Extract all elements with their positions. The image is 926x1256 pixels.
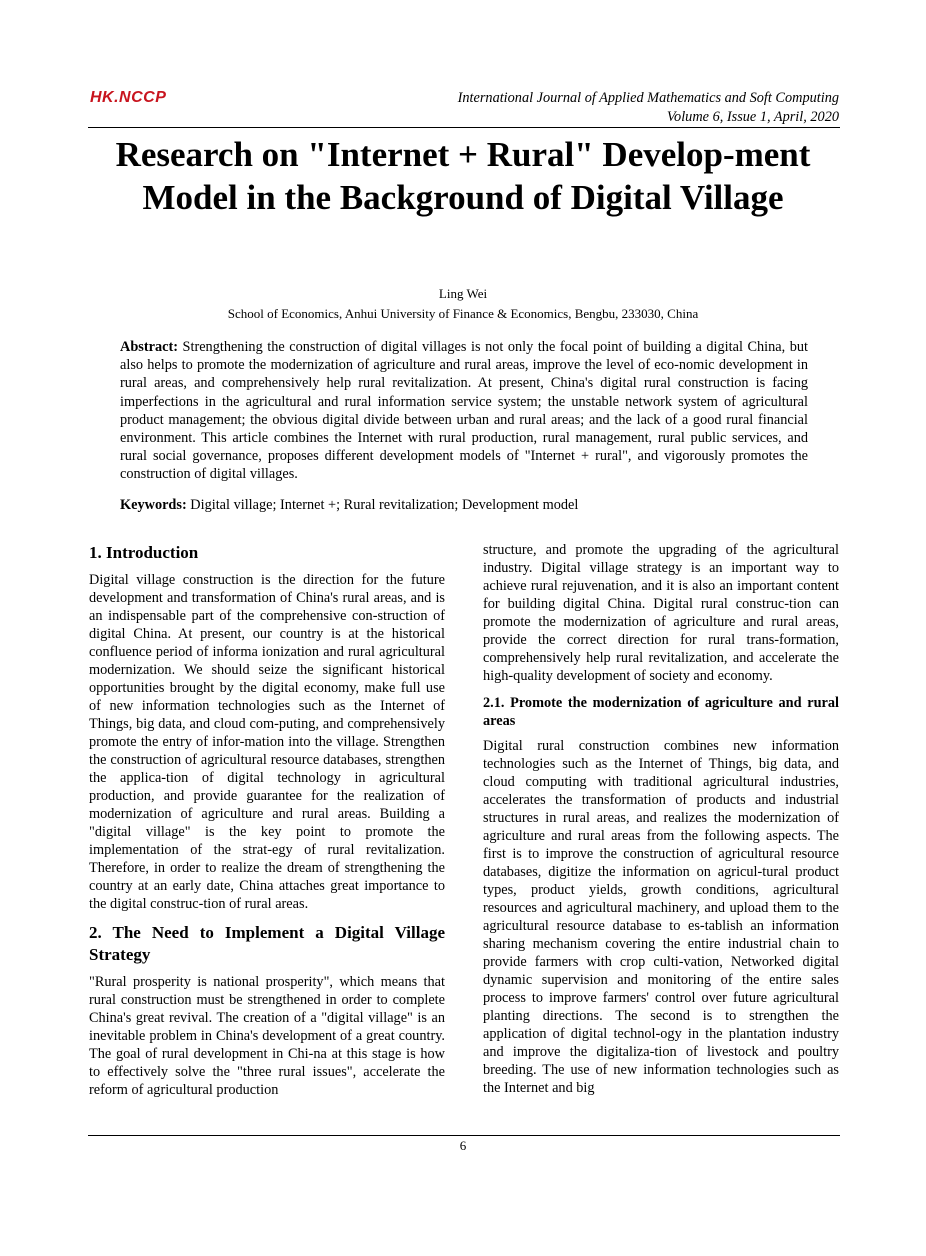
section-heading-need: 2. The Need to Implement a Digital Village Strategy (89, 923, 445, 964)
need-paragraph-part1: "Rural prosperity is national prosperity", which means that rural construction must be strengthened in order to complete China's great revival. The creation of a "digital village" is an inevitable problem in China's development of a great country. The goal of rural development in Chi-na at this stage is how to effectively solve the "three rural issues", accelerate the reform of agricultural production (89, 974, 445, 1098)
introduction-paragraph: Digital village construction is the direction for the future development and transformation of China's rural areas, and is an indispensable part of the comprehensive con-struction of digital China. At present, our country is at the historical confluence period of informa ionization and rural agricultural modernization. We should seize the significant historical opportunities brought by the digital economy, make full use of new information technologies such as the Internet of Things, big data, and cloud com-puting, and comprehensively promote the entry of infor-mation into the village. Strengthen the construction of agricultural resource databases, strengthen the applica-tion of digital technology in agricultural production, and provide guarantee for the realization of modernization of agriculture and rural areas. Building a "digital village" is the key point to promote the implementation of the strat-egy of rural revitalization. Therefore, in order to realize the dream of strengthening the country at an early date, China attaches great importance to the digital construc-tion of rural areas. (89, 572, 445, 912)
abstract-label: Abstract: (120, 339, 178, 355)
journal-issue: Volume 6, Issue 1, April, 2020 (666, 109, 839, 125)
journal-name: International Journal of Applied Mathematics and Soft Computing (457, 90, 839, 106)
modernization-paragraph: Digital rural construction combines new information technologies such as the Internet of Things, big data, and cloud computing with traditional agricultural industries, accelerates the transformation of products and industrial structures in rural areas, and realizes the modernization of agriculture and rural areas from the following aspects. The first is to improve the construction of agricultural resource databases, digitize the information on agricul-tural product types, product yields, growth conditions, agricultural resources and agricultural machinery, and upload them to the agricultural resource database to es-tablish an information sharing mechanism covering the entire industrial chain to provide farmers with crop culti-vation, Networked digital dynamic supervision and monitoring of the entire sales process to improve farmers' control over future agricultural planting directions. The second is to strengthen the application of digital technol-ogy in the plantation industry and improve the digitaliza-tion of livestock and poultry breeding. The use of new information technologies such as the Internet and big (483, 738, 839, 1096)
paper-title: Research on "Internet + Rural" Develop-ment Model in the Background of Digital Village (115, 135, 811, 217)
footer-divider (88, 1135, 840, 1136)
left-column (89, 540, 445, 1099)
section-heading-introduction: 1. Introduction (89, 543, 199, 562)
author-name: Ling Wei (438, 286, 488, 301)
keywords-label: Keywords: (120, 497, 187, 513)
publisher-logo: HK.NCCP (90, 89, 167, 106)
abstract (120, 338, 808, 484)
author-affiliation: School of Economics, Anhui University of Finance & Economics, Bengbu, 233030, China (227, 306, 699, 321)
page-number: 6 (459, 1138, 467, 1153)
abstract-text: Strengthening the construction of digital villages is not only the focal point of building a digital China, but also helps to promote the modernization of agriculture and rural areas, improve the level of eco-nomic development in rural areas, and comprehensively help rural revitalization. At present, China's digital rural construction is facing imperfections in the agricultural and rural information service system; the unstable network system of agricultural product management; the obvious digital divide between urban and rural areas; and the lack of a good rural financial environment. This article combines the Internet with rural production, rural management, rural public services, and rural social governance, proposes different development models of "Internet + rural", and vigorously promotes the construction of digital villages. (120, 339, 808, 483)
journal-info (339, 89, 839, 127)
subsection-heading-modernization: 2.1. Promote the modernization of agriculture and rural areas (483, 695, 839, 729)
keywords (120, 496, 808, 514)
need-paragraph-part2: structure, and promote the upgrading of the agricultural industry. Digital village strategy is an important way to achieve rural rejuvenation, and it is also an important content for building digital China. Digital rural construc-tion can promote the modernization of agriculture and rural areas, provide the correct direction for rural trans-formation, comprehensively help rural revitalization, and accelerate the high-quality development of society and economy. (483, 542, 839, 684)
header-divider (88, 127, 840, 128)
keywords-text: Digital village; Internet +; Rural revitalization; Development model (190, 497, 579, 513)
right-column (483, 541, 839, 1097)
